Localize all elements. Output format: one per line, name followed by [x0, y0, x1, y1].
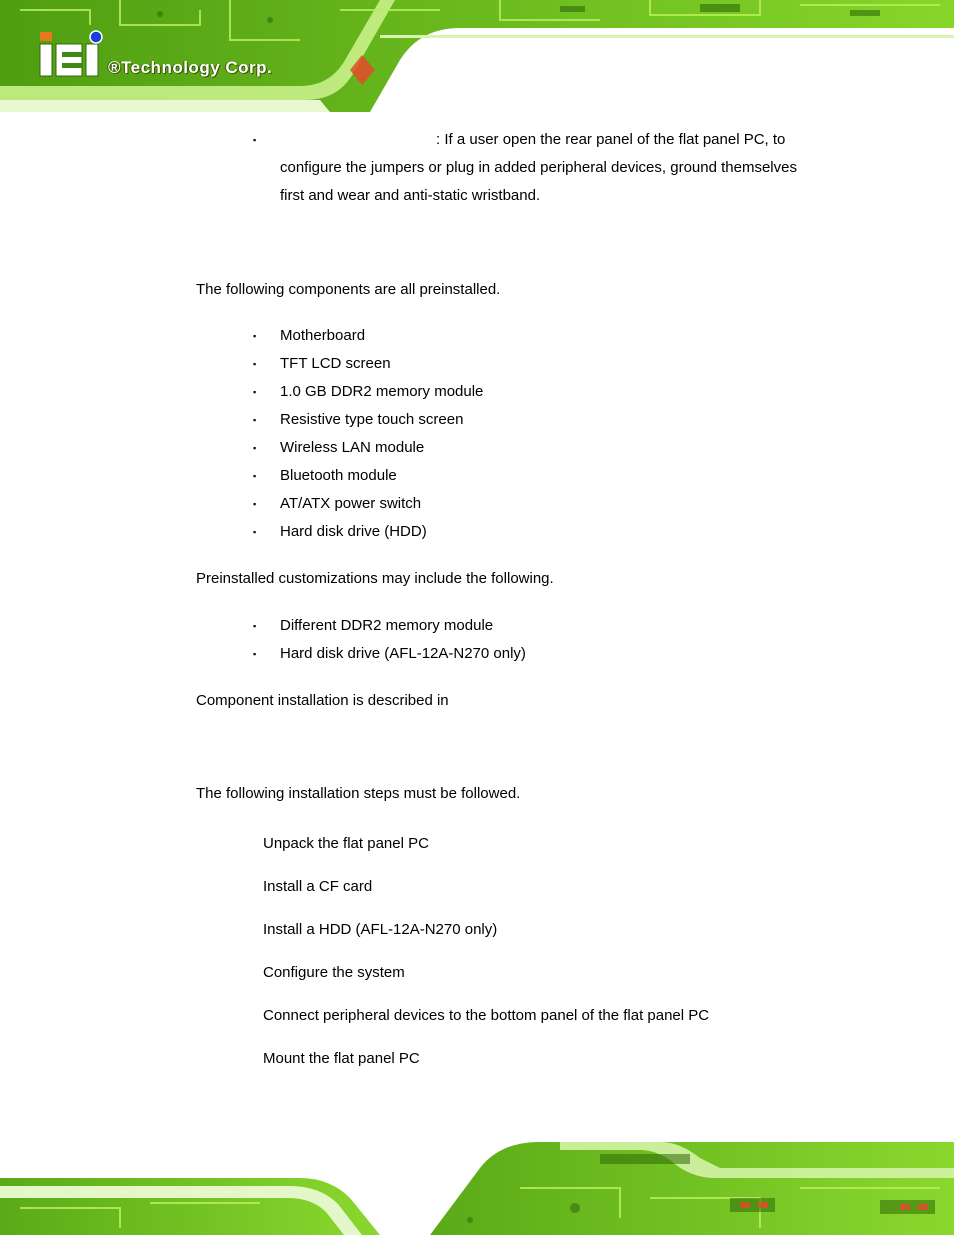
bullet-glyph: ▪	[253, 359, 257, 369]
step-item: Install a HDD (AFL-12A-N270 only)	[263, 921, 498, 938]
list-item: Wireless LAN module	[280, 439, 425, 456]
steps-intro: The following installation steps must be followed.	[196, 785, 521, 802]
step-item: Install a CF card	[263, 878, 373, 895]
bullet-glyph: ▪	[253, 387, 257, 397]
customizations-intro: Preinstalled customizations may include the following.	[196, 570, 554, 587]
circuit-board-graphic	[0, 0, 954, 112]
step-item: Connect peripheral devices to the bottom panel of the flat panel PC	[263, 1007, 710, 1024]
step-item: Mount the flat panel PC	[263, 1050, 420, 1067]
iei-logo	[38, 30, 108, 80]
bullet-glyph: ▪	[253, 415, 257, 425]
bullet-glyph: ▪	[253, 471, 257, 481]
bullet-glyph: ▪	[253, 135, 257, 145]
intro-bullet-line1: : If a user open the rear panel of the flat panel PC, to	[436, 131, 786, 148]
list-item: AT/ATX power switch	[280, 495, 422, 512]
header-banner	[0, 0, 954, 112]
bullet-glyph: ▪	[253, 331, 257, 341]
logo-text: ®Technology Corp.	[108, 58, 273, 77]
intro-bullet-line3: first and wear and anti-static wristband.	[280, 187, 541, 204]
list-item: Resistive type touch screen	[280, 411, 464, 428]
list-item: TFT LCD screen	[280, 355, 391, 372]
intro-bullet-line2: configure the jumpers or plug in added peripheral devices, ground themselves	[280, 159, 797, 176]
circuit-board-graphic	[0, 1128, 954, 1235]
bullet-glyph: ▪	[253, 499, 257, 509]
list-item: Motherboard	[280, 327, 366, 344]
bullet-glyph: ▪	[253, 527, 257, 537]
list-item: 1.0 GB DDR2 memory module	[280, 383, 484, 400]
preinstalled-intro: The following components are all preinstalled.	[196, 281, 501, 298]
component-note: Component installation is described in	[196, 692, 449, 709]
step-item: Configure the system	[263, 964, 405, 981]
list-item: Hard disk drive (HDD)	[280, 523, 427, 540]
list-item: Bluetooth module	[280, 467, 397, 484]
list-item: Hard disk drive (AFL-12A-N270 only)	[280, 645, 526, 662]
bullet-glyph: ▪	[253, 621, 257, 631]
footer-banner	[0, 1128, 954, 1235]
bullet-glyph: ▪	[253, 649, 257, 659]
step-item: Unpack the flat panel PC	[263, 835, 429, 852]
list-item: Different DDR2 memory module	[280, 617, 494, 634]
bullet-glyph: ▪	[253, 443, 257, 453]
